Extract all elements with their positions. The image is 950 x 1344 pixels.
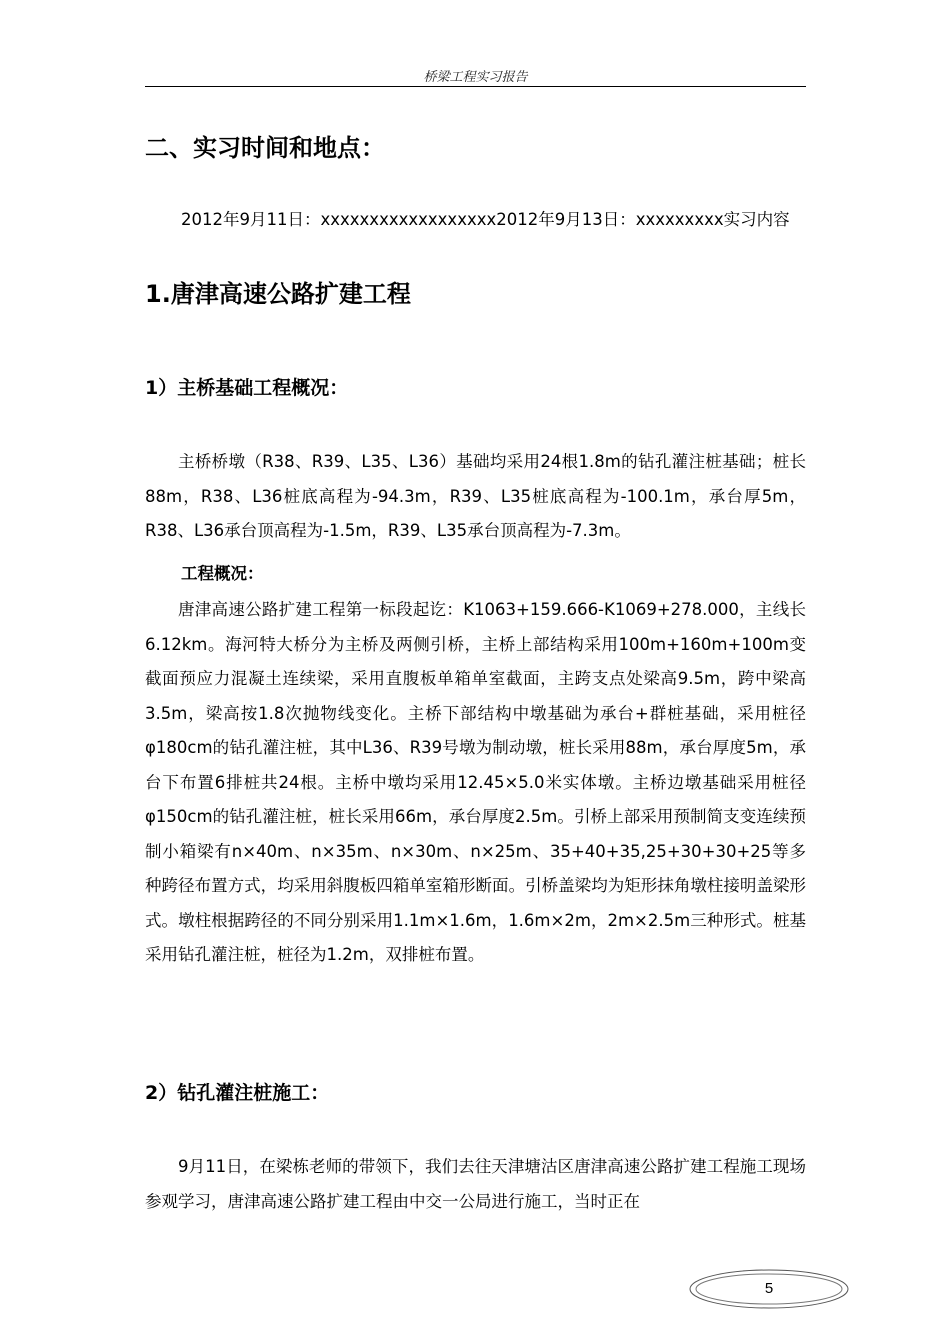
subheading-foundation: 1）主桥基础工程概况： bbox=[145, 377, 349, 399]
subheading-bored-pile: 2）钻孔灌注桩施工： bbox=[145, 1082, 330, 1104]
section-heading-time-place: 二、实习时间和地点： bbox=[145, 134, 385, 162]
time-place-paragraph: 2012年9月11日：xxxxxxxxxxxxxxxxxx2012年9月13日：xxxxxxxxx实习内容 bbox=[181, 210, 790, 229]
project-heading: 1.唐津高速公路扩建工程 bbox=[145, 280, 411, 308]
page-number: 5 bbox=[764, 1280, 774, 1297]
header-divider bbox=[145, 86, 806, 87]
running-header: 桥梁工程实习报告 bbox=[423, 69, 528, 84]
foundation-paragraph: 主桥桥墩（R38、R39、L35、L36）基础均采用24根1.8m的钻孔灌注桩基础；桩长88m，R38、L36桩底高程为-94.3m，R39、L35桩底高程为-100.1m，承台厚5m，R38、L36承台顶高程为-1.5m，R39、L35承台顶高程为-7.3m。 bbox=[145, 452, 806, 540]
page-number-badge bbox=[688, 1268, 850, 1310]
overview-label: 工程概况： bbox=[181, 564, 264, 583]
overview-paragraph: 唐津高速公路扩建工程第一标段起讫：K1063+159.666-K1069+278.000，主线长6.12km。海河特大桥分为主桥及两侧引桥，主桥上部结构采用100m+160m+100m变截面预应力混凝土连续梁，采用直腹板单箱单室截面，主跨支点处梁高9.5m，跨中梁高3.5m，梁高按1.8次抛物线变化。主桥下部结构中墩基础为承台+群桩基础，采用桩径φ180cm的钻孔灌注桩，其中L36、R39号墩为制动墩，桩长采用88m，承台厚度5m，承台下布置6排桩共24根。主桥中墩均采用12.45×5.0米实体墩。主桥边墩基础采用桩径φ150cm的钻孔灌注桩，桩长采用66m，承台厚度2.5m。引桥上部采用预制简支变连续预制小箱梁有n×40m、n×35m、n×30m、n×25m、35+40+35,25+30+30+25等多种跨径布置方式，均采用斜腹板四箱单室箱形断面。引桥盖梁均为矩形抹角墩柱接明盖梁形式。墩柱根据跨径的不同分别采用1.1m×1.6m，1.6m×2m，2m×2.5m三种形式。桩基采用钻孔灌注桩，桩径为1.2m，双排桩布置。 bbox=[145, 600, 806, 964]
site-visit-paragraph: 9月11日，在梁栋老师的带领下，我们去往天津塘沽区唐津高速公路扩建工程施工现场参观学习，唐津高速公路扩建工程由中交一公局进行施工，当时正在 bbox=[145, 1157, 806, 1211]
